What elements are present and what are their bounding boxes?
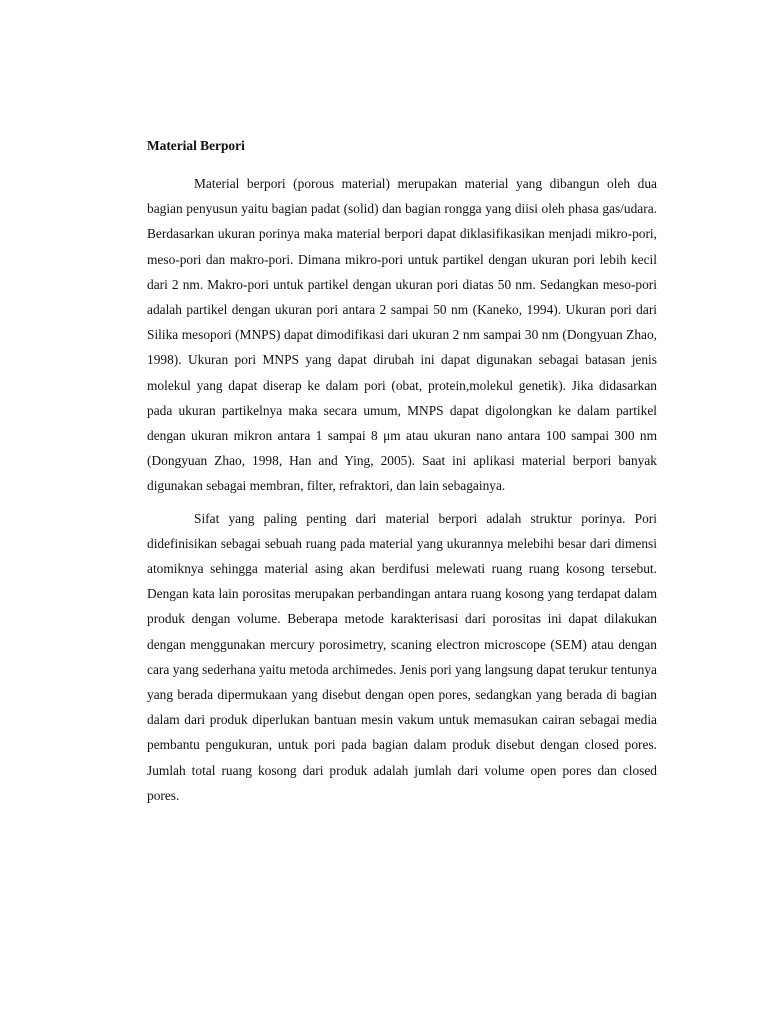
paragraph-1: Material berpori (porous material) merupakan material yang dibangun oleh dua bagian penyusun yaitu bagian padat (solid) dan bagian rongga yang diisi oleh phasa gas/udara. Berdasarkan ukuran porinya maka material berpori dapat diklasifikasikan menjadi mikro-pori, meso-pori dan makro-pori. Dimana mikro-pori untuk partikel dengan ukuran pori lebih kecil dari 2 nm. Makro-pori untuk partikel dengan ukuran pori diatas 50 nm. Sedangkan meso-pori adalah partikel dengan ukuran pori antara 2 sampai 50 nm (Kaneko, 1994). Ukuran pori dari Silika mesopori (MNPS) dapat dimodifikasi dari ukuran 2 nm sampai 30 nm (Dongyuan Zhao, 1998). Ukuran pori MNPS yang dapat dirubah ini dapat digunakan sebagai batasan jenis molekul yang dapat diserap ke dalam pori (obat, protein,molekul genetik). Jika didasarkan pada ukuran partikelnya maka secara umum, MNPS dapat digolongkan ke dalam partikel dengan ukuran mikron antara 1 sampai 8 μm atau ukuran nano antara 100 sampai 300 nm (Dongyuan Zhao, 1998, Han and Ying, 2005). Saat ini aplikasi material berpori banyak digunakan sebagai membran, filter, refraktori, dan lain sebagainya.	[147, 176, 657, 494]
document-page	[147, 133, 657, 815]
paragraph-2: Sifat yang paling penting dari material berpori adalah struktur porinya. Pori didefinisikan sebagai sebuah ruang pada material yang ukurannya melebihi besar dari dimensi atomiknya sehingga material asing akan berdifusi melewati ruang ruang kosong tersebut. Dengan kata lain porositas merupakan perbandingan antara ruang kosong yang terdapat dalam produk dengan volume. Beberapa metode karakterisasi dari porositas ini dapat dilakukan dengan menggunakan mercury porosimetry, scaning electron microscope (SEM) atau dengan cara yang sederhana yaitu metoda archimedes. Jenis pori yang langsung dapat terukur tentunya yang berada dipermukaan yang disebut dengan open pores, sedangkan yang berada di bagian dalam dari produk diperlukan bantuan mesin vakum untuk memasukan cairan sebagai media pembantu pengukuran, untuk pori pada bagian dalam produk disebut dengan closed pores. Jumlah total ruang kosong dari produk adalah jumlah dari volume open pores dan closed pores.	[147, 510, 657, 803]
section-heading: Material Berpori	[147, 138, 245, 153]
